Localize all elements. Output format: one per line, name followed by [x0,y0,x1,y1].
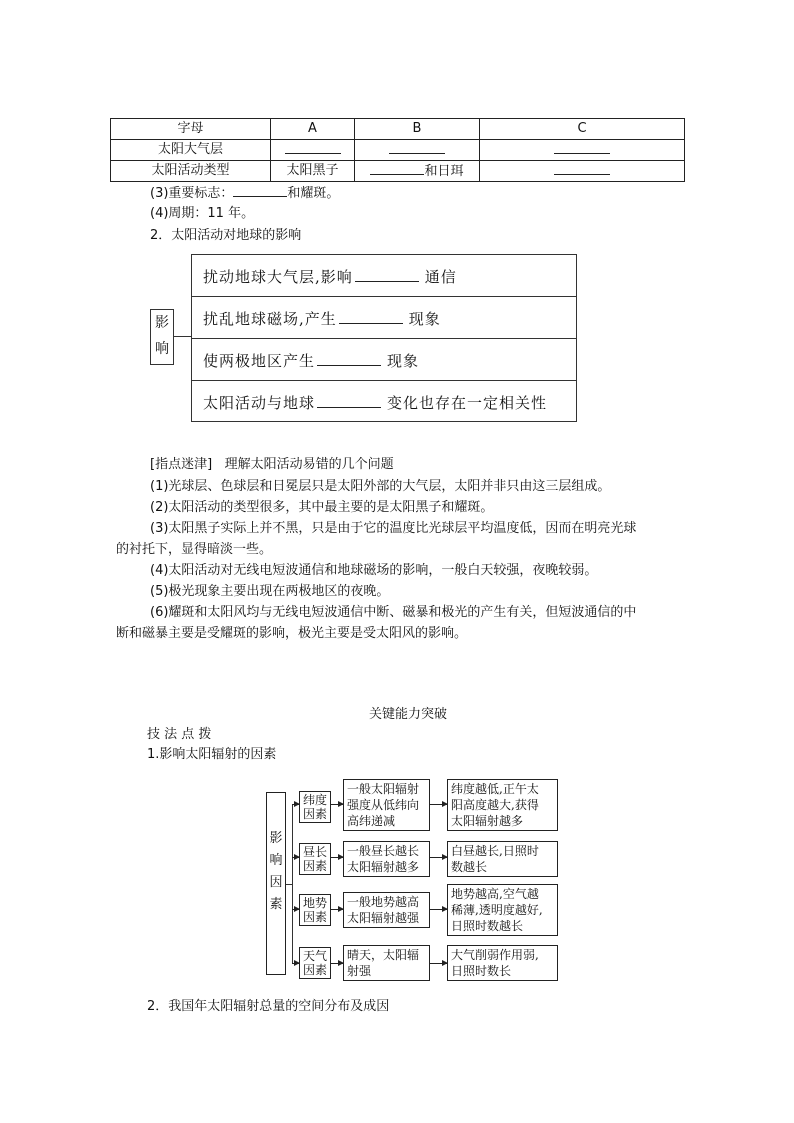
header-letter: 字母 [111,119,271,140]
desc-box-daylength [343,841,430,877]
arrow [292,963,299,964]
arrow [331,857,343,858]
result-line: 数越长 [451,860,488,874]
blank-cell[interactable] [480,140,685,161]
factor-line: 因素 [303,910,328,924]
tips-item: (6)耀斑和太阳风均与无线电短波通信中断、磁暴和极光的产生有关，但短波通信的中 [150,605,637,620]
tips-item: 断和磁暴主要是受耀斑的影响，极光主要是受太阳风的影响。 [116,626,468,641]
tips-title: 理解太阳活动易错的几个问题 [224,457,394,472]
factor-line: 因素 [303,807,328,821]
solar-activity-table [110,118,685,182]
desc-line: 高纬递减 [347,814,396,828]
flow-connector [286,884,293,885]
result-line: 白昼越长,日照时 [451,844,539,858]
section-2-title: 2．太阳活动对地球的影响 [150,228,302,243]
factor-line: 天气 [303,949,328,963]
desc-line: 太阳辐射越多 [347,860,420,874]
influence-label-top: 影 [155,315,169,331]
point-3-prefix: (3)重要标志： [150,186,234,201]
result-line: 日照时数越长 [451,919,524,933]
tips-heading [150,456,394,474]
desc-line: 晴天，太阳辐 [347,948,420,962]
flow-root-char: 因 [269,875,283,890]
cell-prominence-suffix: 和日珥 [424,164,464,179]
blank-cell[interactable] [355,140,480,161]
blank-field[interactable] [233,183,287,197]
factor-line: 因素 [303,963,328,977]
influence-row-suffix: 通信 [424,268,457,286]
flow-root-char: 素 [269,897,283,912]
result-box-latitude [447,779,558,831]
result-line: 稀薄,透明度越好, [451,903,543,917]
header-c: C [480,119,685,140]
influence-row [192,255,576,297]
influence-row [192,381,576,422]
factors-title: 1.影响太阳辐射的因素 [147,747,277,762]
arrow [430,857,447,858]
result-box-altitude [447,884,558,936]
tips-tag: [指点迷津] [150,457,213,472]
desc-line: 强度从低纬向 [347,798,420,812]
tips-item: (1)光球层、色球层和日冕层只是太阳外部的大气层，太阳并非只由这三层组成。 [150,479,611,494]
connector-line [173,336,191,337]
arrow [430,909,447,910]
factor-box-latitude [299,791,331,823]
arrow [331,804,343,805]
section-2b-title: 2．我国年太阳辐射总量的空间分布及成因 [147,999,390,1014]
result-line: 日照时数长 [451,964,512,978]
influence-row-suffix: 现象 [408,310,441,328]
factor-box-altitude [299,894,331,926]
influence-row-prefix: 太阳活动与地球 [203,394,316,412]
arrow [331,963,343,964]
arrow [430,963,447,964]
blank-cell[interactable] [271,140,355,161]
influence-row-prefix: 扰乱地球磁场,产生 [203,310,337,328]
tips-item: (2)太阳活动的类型很多，其中最主要的是太阳黑子和耀斑。 [150,500,494,515]
influence-row-suffix: 变化也存在一定相关性 [387,394,548,412]
result-box-weather [447,945,558,981]
result-line: 地势越高,空气越 [451,887,539,901]
row-label-activity-type: 太阳活动类型 [111,161,271,182]
influence-row-prefix: 扰动地球大气层,影响 [203,268,353,286]
flow-root-char: 响 [269,853,283,868]
blank-field[interactable] [339,310,403,324]
influence-row [192,297,576,339]
result-box-daylength [447,841,558,877]
key-ability-title: 关键能力突破 [369,707,448,722]
desc-box-altitude [343,892,430,928]
arrow [292,909,299,910]
result-line: 太阳辐射越多 [451,814,524,828]
influence-box [191,254,577,422]
blank-field[interactable] [317,394,381,408]
arrow [292,857,299,858]
desc-line: 射强 [347,964,372,978]
influence-row-suffix: 现象 [387,352,420,370]
desc-line: 一般太阳辐射 [347,782,420,796]
flow-root-box [266,792,286,975]
arrow [292,804,299,805]
result-line: 大气削弱作用弱, [451,948,539,962]
point-3-suffix: 和耀斑。 [287,186,340,201]
blank-field[interactable] [317,352,381,366]
factor-box-weather [299,947,331,979]
blank-cell[interactable] [355,161,480,182]
influence-label [150,309,174,365]
desc-line: 太阳辐射越强 [347,911,420,925]
tips-item: 的衬托下，显得暗淡一些。 [116,542,273,557]
factor-line: 纬度 [303,793,328,807]
influence-row-prefix: 使两极地区产生 [203,352,316,370]
table-header-row [111,119,685,140]
desc-box-latitude [343,779,430,831]
arrow [331,909,343,910]
header-b: B [355,119,480,140]
point-3 [150,183,339,203]
tips-item: (3)太阳黑子实际上并不黑，只是由于它的温度比光球层平均温度低，因而在明亮光球 [150,521,637,536]
desc-line: 一般昼长越长 [347,844,420,858]
factor-line: 因素 [303,859,328,873]
factor-line: 地势 [303,896,328,910]
skills-title: 技 法 点 拨 [147,727,212,742]
header-a: A [271,119,355,140]
result-line: 阳高度越大,获得 [451,798,539,812]
arrow [430,804,447,805]
cell-sunspot: 太阳黑子 [271,161,355,182]
point-4: (4)周期：11 年。 [150,206,255,221]
row-label-atmosphere: 太阳大气层 [111,140,271,161]
influence-label-bottom: 响 [155,341,169,357]
result-line: 纬度越低,正午太 [451,782,539,796]
blank-field[interactable] [355,268,419,282]
factor-box-daylength [299,843,331,875]
flow-root-char: 影 [269,831,283,846]
influence-row [192,339,576,381]
table-row [111,140,685,161]
desc-line: 一般地势越高 [347,895,420,909]
blank-cell[interactable] [480,161,685,182]
factor-line: 昼长 [303,845,328,859]
tips-item: (5)极光现象主要出现在两极地区的夜晚。 [150,584,390,599]
table-row [111,161,685,182]
desc-box-weather [343,945,430,981]
tips-item: (4)太阳活动对无线电短波通信和地球磁场的影响，一般白天较强，夜晚较弱。 [150,563,598,578]
